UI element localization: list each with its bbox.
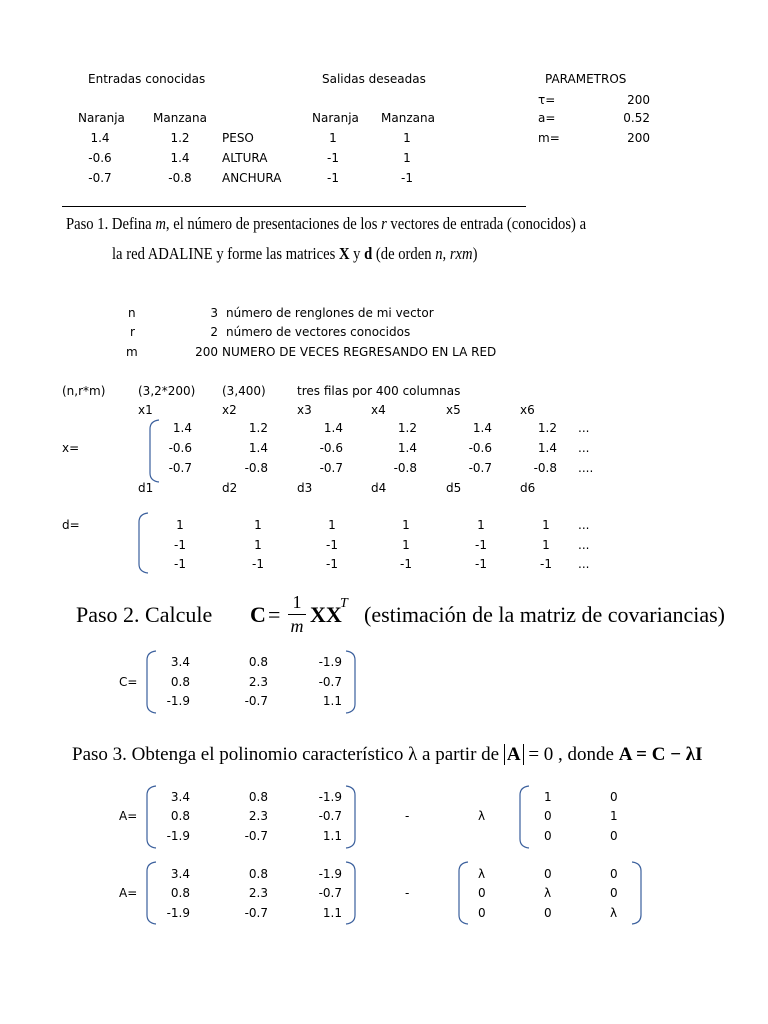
matrix-cell: 1.2 (397, 421, 417, 435)
matrix-cell: 0.8 (248, 790, 268, 804)
matrix-cell: 1.4 (472, 421, 492, 435)
matrix-cell: -0.6 (168, 441, 192, 455)
matrix-cell: -1 (174, 557, 186, 571)
paso2-eq: = (268, 602, 281, 627)
def-symbol: m (126, 345, 138, 359)
d-header: d1 (138, 481, 154, 495)
matrix-cell: -1.9 (318, 655, 342, 669)
table-cell: -0.6 (88, 151, 112, 165)
row-label: ALTURA (222, 151, 268, 165)
def-symbol: n (128, 306, 136, 320)
d-header: d3 (297, 481, 313, 495)
x-header: x2 (222, 403, 237, 417)
table-cell: 1.4 (90, 131, 110, 145)
entradas-title: Entradas conocidas (88, 72, 206, 86)
table-cell: -1 (327, 151, 339, 165)
row-label: PESO (222, 131, 254, 145)
ellipsis: ... (578, 421, 590, 435)
lambda-symbol: λ (478, 809, 486, 823)
matrix-cell: 1.4 (172, 421, 192, 435)
d-label: d= (62, 518, 80, 532)
matrix-cell: -0.6 (468, 441, 492, 455)
matrix-cell: -1 (326, 557, 338, 571)
paso1-line1: Paso 1. Defina m, el número de presentaciones de los r vectores de entrada (conocidos) a (66, 214, 587, 233)
row-label: ANCHURA (222, 171, 282, 185)
x-header: x3 (297, 403, 312, 417)
minus-sign: - (405, 886, 410, 900)
matrix-cell: 1 (402, 538, 410, 552)
matrix-cell: 1.4 (323, 421, 343, 435)
matrix-cell: λ (478, 867, 486, 881)
x-header: x1 (138, 403, 153, 417)
left-bracket (456, 861, 470, 925)
matrix-cell: 1 (544, 790, 552, 804)
matrix-cell: -0.7 (318, 809, 342, 823)
paso2-suffix: (estimación de la matriz de covariancias) (364, 602, 725, 627)
fraction-bar (288, 614, 306, 615)
matrix-cell: 1 (477, 518, 485, 532)
matrix-cell: -1.9 (318, 790, 342, 804)
d-header: d6 (520, 481, 536, 495)
left-bracket (136, 512, 150, 574)
d-header: d5 (446, 481, 462, 495)
matrix-cell: 0.8 (170, 675, 190, 689)
parametros-title: PARAMETROS (545, 72, 627, 86)
paso2-T: T (340, 596, 348, 611)
matrix-cell: -0.8 (533, 461, 557, 475)
matrix-cell: 1.2 (248, 421, 268, 435)
def-value: 200 (195, 345, 218, 359)
matrix-cell: -0.7 (244, 829, 268, 843)
divider (62, 206, 526, 207)
matrix-cell: 0.8 (170, 886, 190, 900)
left-bracket (517, 785, 531, 849)
matrix-cell: 1.1 (322, 906, 342, 920)
matrix-cell: 3.4 (170, 867, 190, 881)
dim-desc: tres filas por 400 columnas (297, 384, 461, 398)
matrix-cell: 0 (478, 886, 486, 900)
matrix-cell: 0.8 (248, 867, 268, 881)
matrix-cell: -1 (174, 538, 186, 552)
matrix-cell: -1.9 (166, 829, 190, 843)
matrix-cell: 1.1 (322, 694, 342, 708)
paso2-num: 1 (292, 592, 302, 612)
d-header: d2 (222, 481, 238, 495)
right-bracket (344, 650, 358, 714)
matrix-cell: λ (544, 886, 552, 900)
ellipsis: .... (578, 461, 594, 475)
matrix-cell: -0.6 (319, 441, 343, 455)
matrix-cell: -1 (475, 557, 487, 571)
matrix-cell: -0.8 (393, 461, 417, 475)
matrix-cell: 0 (610, 829, 618, 843)
matrix-cell: -0.7 (319, 461, 343, 475)
matrix-cell: 2.3 (248, 675, 268, 689)
table-cell: -1 (327, 171, 339, 185)
matrix-cell: 0 (544, 829, 552, 843)
param-value: 0.52 (623, 111, 650, 125)
matrix-cell: 3.4 (170, 655, 190, 669)
matrix-cell: 0 (610, 886, 618, 900)
matrix-cell: -0.7 (168, 461, 192, 475)
d-header: d4 (371, 481, 387, 495)
matrix-cell: -1 (475, 538, 487, 552)
matrix-cell: -1.9 (166, 906, 190, 920)
paso2-C: C (250, 602, 266, 627)
matrix-cell: 1 (542, 518, 550, 532)
def-value: 2 (210, 325, 218, 339)
x-label: x= (62, 441, 80, 455)
param-name: τ= (538, 93, 556, 107)
matrix-cell: 1 (176, 518, 184, 532)
matrix-cell: -1 (540, 557, 552, 571)
matrix-cell: -0.7 (244, 906, 268, 920)
param-name: a= (538, 111, 556, 125)
matrix-cell: -0.8 (244, 461, 268, 475)
matrix-cell: -1 (252, 557, 264, 571)
matrix-cell: 1.4 (537, 441, 557, 455)
matrix-cell: 1.2 (537, 421, 557, 435)
col-naranja-in: Naranja (78, 111, 125, 125)
matrix-cell: -1 (400, 557, 412, 571)
table-cell: -0.7 (88, 171, 112, 185)
matrix-cell: -1.9 (318, 867, 342, 881)
x-header: x5 (446, 403, 461, 417)
matrix-cell: 1 (542, 538, 550, 552)
ellipsis: ... (578, 518, 590, 532)
minus-sign: - (405, 809, 410, 823)
dim-label: (n,r*m) (62, 384, 106, 398)
table-cell: 1.2 (170, 131, 190, 145)
matrix-cell: -0.7 (244, 694, 268, 708)
matrix-cell: 1 (328, 518, 336, 532)
def-desc: NUMERO DE VECES REGRESANDO EN LA RED (222, 345, 497, 359)
table-cell: 1 (403, 131, 411, 145)
matrix-cell: 0 (610, 790, 618, 804)
paso2-prefix: Paso 2. Calcule (76, 602, 213, 627)
matrix-cell: 1.4 (397, 441, 417, 455)
matrix-cell: 1.1 (322, 829, 342, 843)
matrix-cell: 2.3 (248, 886, 268, 900)
ellipsis: ... (578, 557, 590, 571)
matrix-cell: 1.4 (248, 441, 268, 455)
paso2-den: m (290, 616, 304, 636)
table-cell: 1.4 (170, 151, 190, 165)
matrix-cell: 3.4 (170, 790, 190, 804)
col-naranja-out: Naranja (312, 111, 359, 125)
def-desc: número de renglones de mi vector (226, 306, 434, 320)
right-bracket (344, 785, 358, 849)
def-symbol: r (130, 325, 135, 339)
matrix-cell: -1.9 (166, 694, 190, 708)
table-cell: -1 (401, 171, 413, 185)
ellipsis: ... (578, 538, 590, 552)
table-cell: 1 (403, 151, 411, 165)
A-label: A= (119, 809, 138, 823)
matrix-cell: 0 (544, 906, 552, 920)
matrix-cell: -0.7 (318, 675, 342, 689)
matrix-cell: -0.7 (468, 461, 492, 475)
paso1-line2: la red ADALINE y forme las matrices X y d (de orden n, rxm) (112, 244, 478, 263)
paso3-line: Paso 3. Obtenga el polinomio característico λ a partir de A = 0 , donde A = C − λI (72, 744, 703, 765)
right-bracket (344, 861, 358, 925)
paso2-XX: XX (310, 602, 342, 627)
x-header: x4 (371, 403, 386, 417)
col-manzana-in: Manzana (153, 111, 207, 125)
matrix-cell: 0.8 (248, 655, 268, 669)
matrix-cell: 2.3 (248, 809, 268, 823)
C-label: C= (119, 675, 138, 689)
matrix-cell: 0 (544, 867, 552, 881)
x-header: x6 (520, 403, 535, 417)
matrix-cell: 0 (478, 906, 486, 920)
dim-label: (3,2*200) (138, 384, 196, 398)
matrix-cell: 0.8 (170, 809, 190, 823)
matrix-cell: λ (610, 906, 618, 920)
matrix-cell: 1 (254, 518, 262, 532)
matrix-cell: 0 (544, 809, 552, 823)
table-cell: 1 (329, 131, 337, 145)
salidas-title: Salidas deseadas (322, 72, 426, 86)
def-value: 3 (210, 306, 218, 320)
matrix-cell: 0 (610, 867, 618, 881)
dim-label: (3,400) (222, 384, 266, 398)
param-value: 200 (627, 93, 650, 107)
matrix-cell: 1 (254, 538, 262, 552)
matrix-cell: -0.7 (318, 886, 342, 900)
matrix-cell: -1 (326, 538, 338, 552)
A-label: A= (119, 886, 138, 900)
table-cell: -0.8 (168, 171, 192, 185)
right-bracket (630, 861, 644, 925)
matrix-cell: 1 (610, 809, 618, 823)
param-name: m= (538, 131, 560, 145)
def-desc: número de vectores conocidos (226, 325, 411, 339)
param-value: 200 (627, 131, 650, 145)
col-manzana-out: Manzana (381, 111, 435, 125)
matrix-cell: 1 (402, 518, 410, 532)
ellipsis: ... (578, 441, 590, 455)
